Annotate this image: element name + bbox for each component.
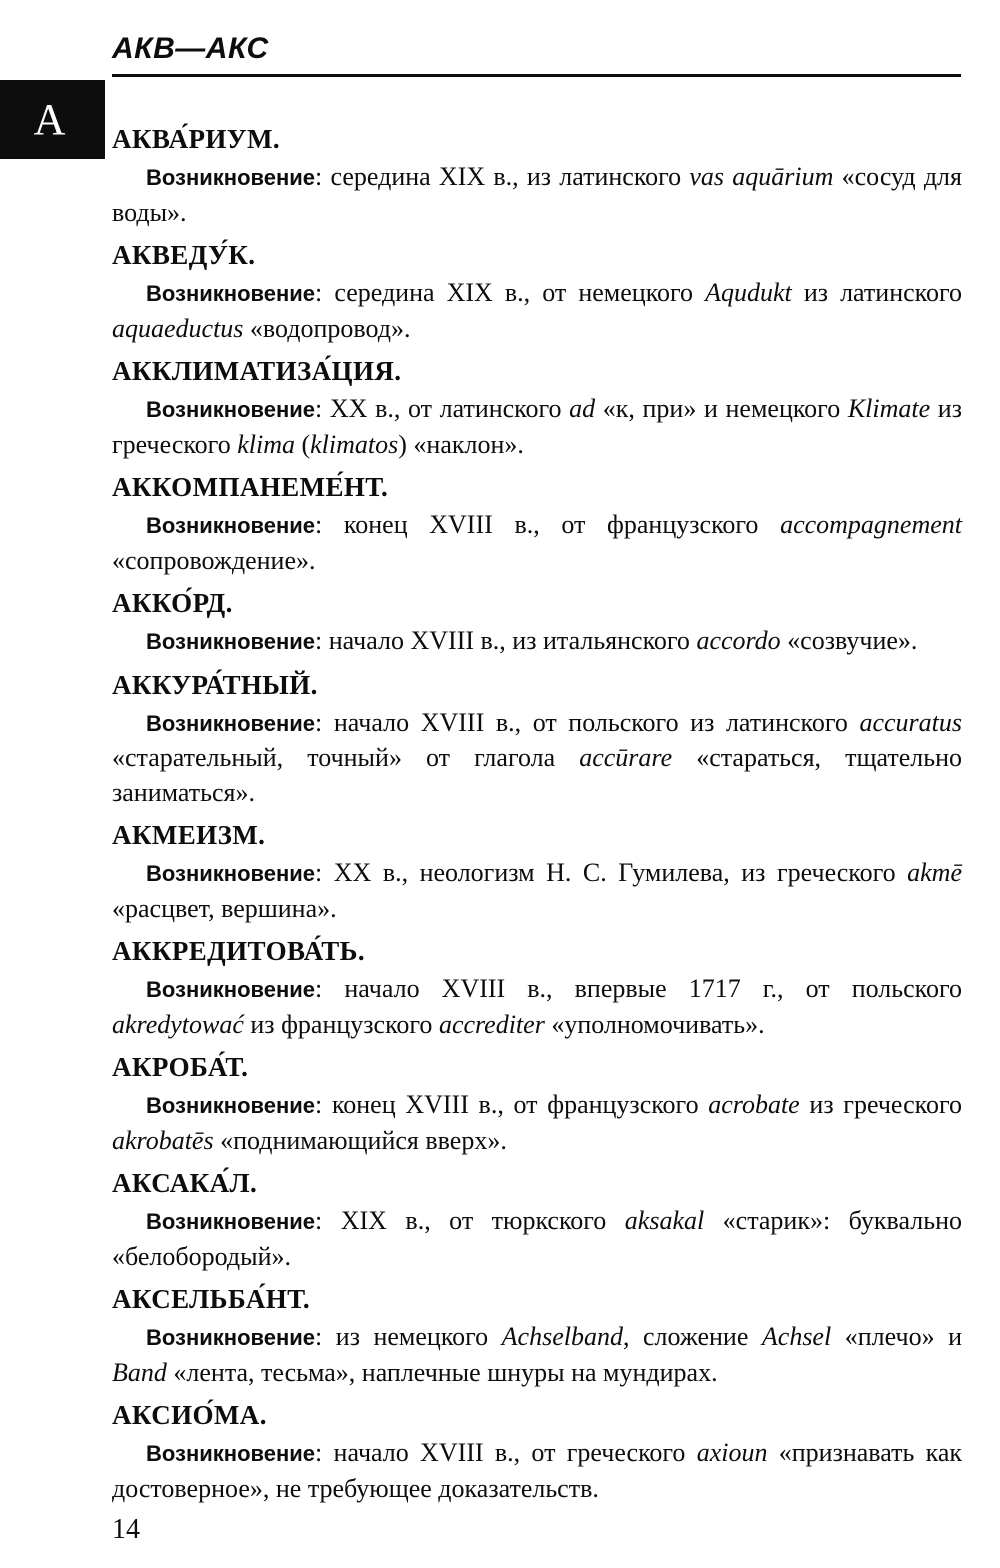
- dictionary-entry: [112, 814, 962, 926]
- entry-etymology: [112, 1320, 962, 1390]
- etymology-text: «расцвет, вершина».: [112, 893, 337, 923]
- etymology-text: : XX в., неологизм Н. С. Гумилева, из греческого: [315, 858, 908, 887]
- dictionary-entry: [112, 234, 962, 346]
- etymology-text: из латинского: [791, 278, 962, 307]
- etymon-term: klimatos: [310, 429, 399, 459]
- entry-headword: АКСЕЛЬБА́НТ.: [112, 1284, 310, 1314]
- origin-label: Возникновение: [146, 629, 316, 654]
- entry-etymology: [112, 160, 962, 230]
- etymology-text: «признавать как достоверное», не требующее доказательств.: [112, 1438, 963, 1503]
- etymology-text: из греческого: [112, 394, 962, 459]
- etymon-term: axioun: [696, 1438, 768, 1467]
- etymology-text: : из немецкого: [315, 1322, 502, 1351]
- etymon-term: Klimate: [847, 394, 931, 423]
- letter-tab: А: [0, 80, 105, 159]
- origin-label: Возникновение: [146, 710, 316, 736]
- dictionary-entry: [112, 1278, 962, 1390]
- origin-label: Возникновение: [146, 165, 316, 190]
- etymology-text: «к, при» и немецкого: [595, 394, 848, 423]
- etymology-text: «поднимающийся вверх».: [213, 1125, 507, 1155]
- origin-label: Возникновение: [146, 1325, 316, 1350]
- etymon-term: acrobate: [708, 1090, 800, 1119]
- entry-headword: АКМЕИЗМ.: [112, 820, 266, 850]
- etymon-term: vas aquārium: [689, 162, 834, 191]
- etymology-text: из французского: [243, 1009, 439, 1039]
- dictionary-entry: [112, 1394, 962, 1506]
- etymon-term: Achselband: [501, 1322, 623, 1351]
- origin-label: Возникновение: [146, 397, 316, 422]
- origin-label: Возникновение: [146, 1093, 316, 1118]
- entry-etymology: [112, 624, 962, 660]
- origin-label: Возникновение: [146, 1209, 316, 1234]
- etymon-term: ad: [569, 394, 596, 423]
- etymology-text: : середина XIX в., из латинского: [315, 162, 690, 191]
- etymology-text: «водопровод».: [243, 313, 411, 343]
- etymon-term: accuratus: [859, 707, 962, 737]
- entry-headword: АККЛИМАТИЗА́ЦИЯ.: [112, 356, 402, 386]
- entry-etymology: [112, 1436, 962, 1506]
- etymology-text: : начало XVIII в., из итальянского: [315, 626, 697, 655]
- origin-label: Возникновение: [146, 861, 316, 886]
- page-number: 14: [112, 1514, 140, 1545]
- entry-headword: АКСАКА́Л.: [112, 1168, 258, 1198]
- etymon-term: Band: [112, 1357, 167, 1387]
- etymon-term: Achsel: [761, 1322, 832, 1351]
- dictionary-entry: [112, 664, 962, 811]
- origin-label: Возникновение: [146, 281, 316, 306]
- dictionary-entry: [112, 466, 962, 578]
- entry-etymology: [112, 972, 962, 1042]
- dictionary-entry: [112, 1046, 962, 1158]
- entry-headword: АККО́РД.: [112, 588, 233, 618]
- etymology-text: «сопровождение».: [112, 545, 316, 575]
- etymology-text: «старательный, точный» от глагола: [112, 743, 580, 772]
- etymology-text: ) «наклон».: [398, 429, 524, 459]
- etymology-text: (: [294, 429, 311, 459]
- etymology-text: «плечо» и: [831, 1322, 962, 1351]
- entry-headword: АКРОБА́Т.: [112, 1052, 249, 1082]
- entry-etymology: [112, 508, 962, 578]
- etymology-text: : начало XVIII в., впервые 1717 г., от польского: [315, 974, 962, 1003]
- etymon-term: akredytować: [112, 1009, 244, 1039]
- entry-headword: АКСИО́МА.: [112, 1400, 267, 1430]
- etymon-term: klima: [237, 429, 295, 459]
- etymology-text: : середина XIX в., от немецкого: [315, 278, 706, 307]
- entry-headword: АКВЕДУ́К.: [112, 240, 256, 270]
- etymology-text: : начало XVIII в., от польского из латинского: [315, 707, 860, 737]
- etymology-text: : конец XVIII в., от французского: [315, 1090, 709, 1119]
- etymon-term: accrediter: [438, 1009, 545, 1039]
- dictionary-entry: [112, 930, 962, 1042]
- etymon-term: accompagnement: [780, 510, 962, 539]
- entry-headword: АККУРА́ТНЫЙ.: [112, 669, 318, 700]
- etymology-text: «сосуд для воды».: [112, 162, 962, 227]
- origin-label: Возникновение: [146, 977, 316, 1002]
- origin-label: Возникновение: [146, 513, 316, 538]
- entry-headword: АККОМПАНЕМЕ́НТ.: [112, 472, 389, 502]
- etymology-text: , сложение: [622, 1322, 762, 1351]
- entry-headword: АКВА́РИУМ.: [112, 124, 281, 154]
- dictionary-entries: [112, 118, 962, 1510]
- running-head: АКВ—АКС: [112, 32, 269, 65]
- dictionary-entry: [112, 582, 962, 660]
- etymology-text: из греческого: [799, 1090, 962, 1119]
- etymology-text: : начало XVIII в., от греческого: [315, 1438, 697, 1467]
- etymon-term: akrobatēs: [112, 1125, 214, 1155]
- entry-etymology: [112, 276, 962, 346]
- etymology-text: «созвучие».: [780, 626, 918, 655]
- etymon-term: accūrare: [579, 743, 673, 772]
- etymon-term: aquaeductus: [112, 313, 244, 343]
- etymon-term: aksakal: [624, 1206, 705, 1235]
- etymology-text: : конец XVIII в., от французского: [315, 510, 781, 539]
- entry-etymology: [112, 856, 962, 926]
- dictionary-entry: [112, 1162, 962, 1274]
- etymon-term: accordo: [696, 626, 781, 655]
- entry-etymology: [112, 1088, 962, 1158]
- etymology-text: «уполномочивать».: [544, 1009, 765, 1039]
- entry-etymology: [112, 1204, 962, 1274]
- dictionary-entry: [112, 350, 962, 462]
- etymon-term: Aqudukt: [705, 278, 792, 307]
- etymon-term: akmē: [907, 858, 962, 887]
- etymology-text: «лента, тесьма», наплечные шнуры на мундирах.: [166, 1357, 718, 1387]
- etymology-text: «старик»: буквально «белобородый».: [112, 1206, 962, 1271]
- header-rule: [112, 74, 961, 77]
- etymology-text: : XIX в., от тюркского: [315, 1206, 625, 1235]
- dictionary-entry: [112, 118, 962, 230]
- entry-headword: АККРЕДИТОВА́ТЬ.: [112, 936, 366, 966]
- etymology-text: «стараться, тщательно заниматься».: [112, 743, 962, 807]
- entry-etymology: [112, 392, 962, 462]
- entry-etymology: [112, 706, 962, 811]
- etymology-text: : XX в., от латинского: [315, 394, 570, 423]
- origin-label: Возникновение: [146, 1441, 316, 1466]
